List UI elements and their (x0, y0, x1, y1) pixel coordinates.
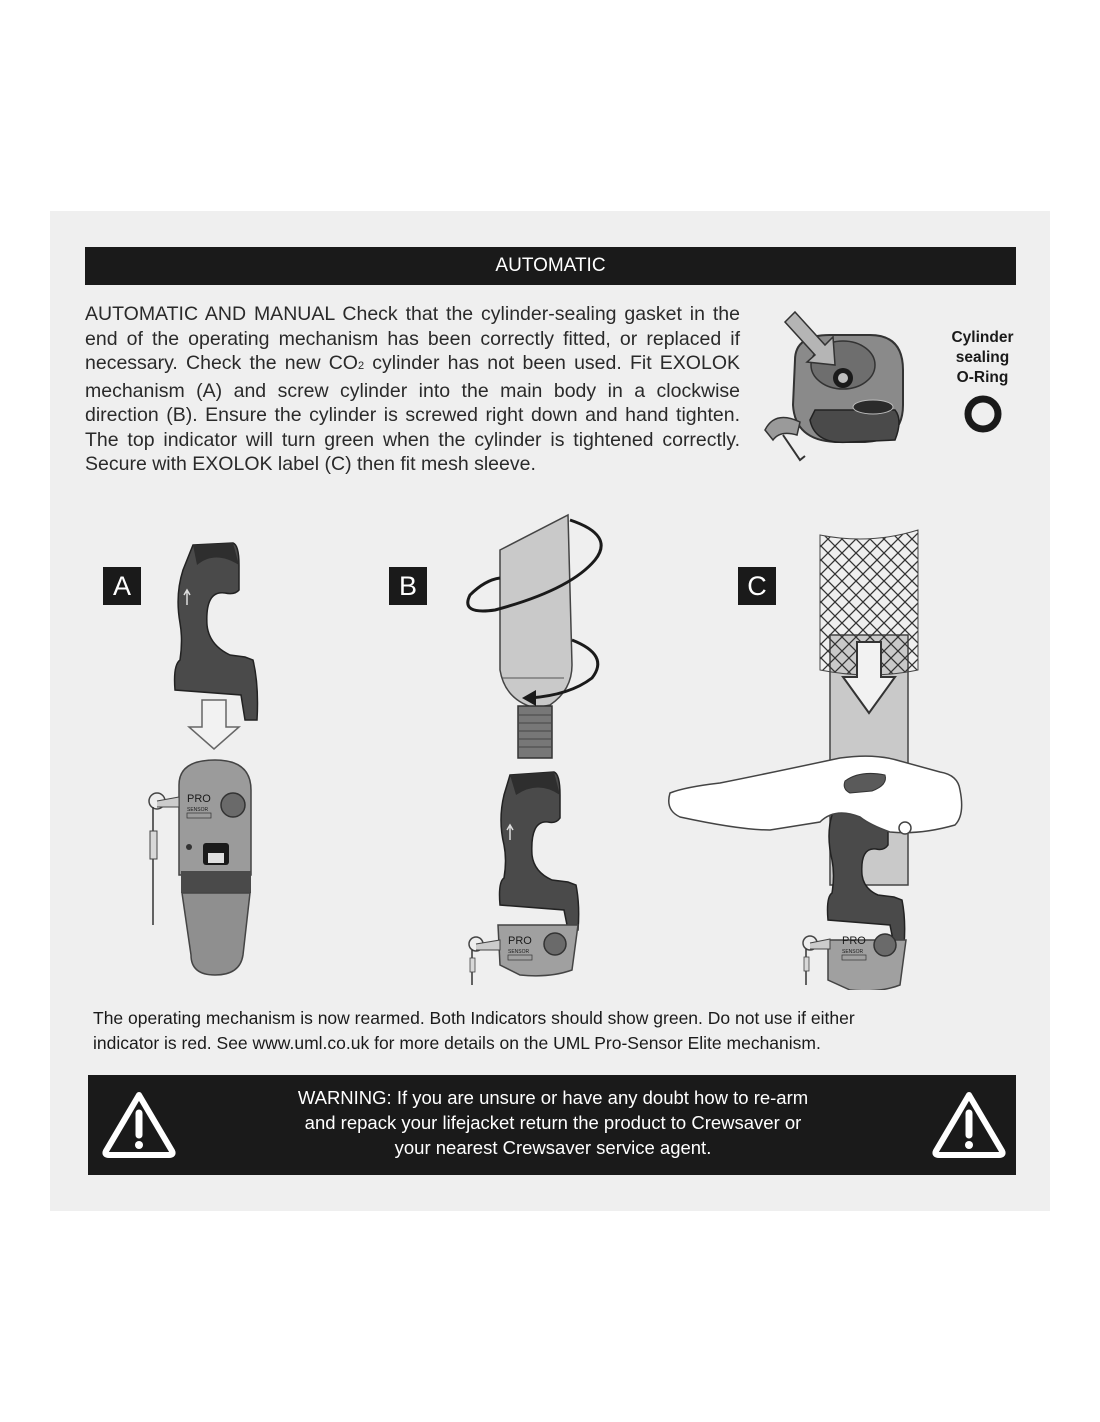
intro-paragraph (85, 302, 740, 477)
warning-banner (88, 1075, 1016, 1175)
intro-subscript: 2 (357, 360, 365, 372)
oring-caption-line: Cylinder (951, 329, 1014, 346)
figure-a-sensor-label: SENSOR (187, 807, 209, 813)
figure-a-pro-label: PRO (187, 793, 211, 805)
figure-b-sensor-label: SENSOR (508, 949, 530, 955)
intro-text-b: cylinder has not been used. Fit EXOLOK mechanism (A) and screw cylinder into the main body in a clockwise direction (B). Ensure the cylinder is screwed right down and hand tighten. The top indicator will turn green when the cylinder is tightened correctly. Secure with EXOLOK label (C) then fit mesh sleeve. (85, 352, 740, 475)
intro-lead: AUTOMATIC AND MANUAL (85, 303, 335, 325)
intro-text-a: Check that the cylinder-sealing gasket in the end of the operating mechanism has been correctly fitted, or replaced if necessary. Check the new CO (85, 303, 740, 374)
note-line: The operating mechanism is now rearmed. Both Indicators should show green. Do not use if either (93, 1008, 855, 1028)
warning-line: your nearest Crewsaver service agent. (394, 1137, 712, 1158)
oring-caption-line: O-Ring (956, 369, 1009, 386)
warning-triangle-icon (100, 1089, 178, 1159)
note-line: indicator is red. See www.uml.co.uk for more details on the UML Pro-Sensor Elite mechanism. (93, 1033, 821, 1053)
oring-icon (964, 395, 1002, 433)
rearmed-note (93, 1006, 973, 1056)
figure-c-pro-label: PRO (842, 935, 866, 947)
step-label-c: C (738, 567, 776, 605)
step-label-b: B (389, 567, 427, 605)
figure-a-fit-exolok (135, 535, 275, 985)
figure-b-screw-cylinder (460, 510, 610, 990)
warning-line: WARNING: If you are unsure or have any doubt how to re-arm (297, 1087, 809, 1108)
figure-c-sensor-label: SENSOR (842, 949, 864, 955)
oring-caption (935, 328, 1030, 388)
warning-triangle-icon (930, 1089, 1008, 1159)
gasket-closeup-illustration (755, 310, 915, 475)
warning-line: and repack your lifejacket return the product to Crewsaver or (304, 1112, 802, 1133)
figure-c-exolok-label-mesh (660, 525, 970, 990)
figure-b-pro-label: PRO (508, 935, 532, 947)
oring-caption-line: sealing (955, 349, 1010, 366)
step-label-a: A (103, 567, 141, 605)
section-header: AUTOMATIC (85, 247, 1016, 285)
warning-text (258, 1085, 848, 1160)
